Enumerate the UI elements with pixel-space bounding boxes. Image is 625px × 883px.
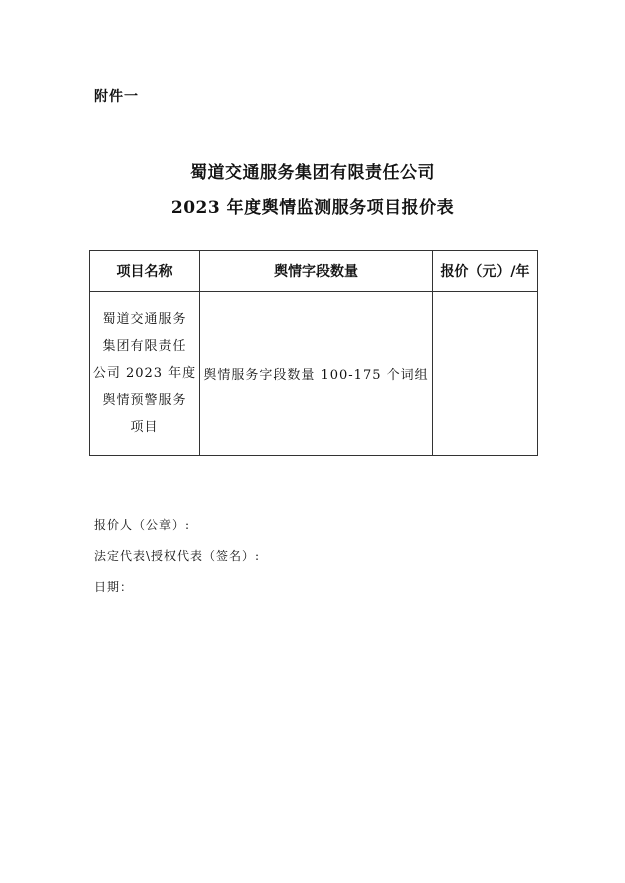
header-project-name: 项目名称 <box>90 251 200 292</box>
date-label: 日期： <box>94 580 134 594</box>
cell-price[interactable] <box>433 292 538 456</box>
project-name-line: 蜀道交通服务 <box>102 312 187 327</box>
header-field-count: 舆情字段数量 <box>200 251 433 292</box>
quote-table <box>89 250 538 456</box>
quoter-label: 报价人（公章）: <box>94 518 191 532</box>
document-title-line1: 蜀道交通服务集团有限责任公司 <box>190 163 435 183</box>
representative-label: 法定代表\授权代表（签名）: <box>94 549 261 563</box>
table-header-row <box>90 251 538 292</box>
cell-project-name <box>90 292 200 456</box>
header-price: 报价（元）/年 <box>433 251 538 292</box>
cell-field-count: 舆情服务字段数量 100-175 个词组 <box>200 292 433 456</box>
attachment-label: 附件一 <box>94 89 139 105</box>
project-name-line: 项目 <box>130 420 159 435</box>
project-name-line: 集团有限责任 <box>102 339 187 354</box>
project-name-line: 舆情预警服务 <box>102 393 187 408</box>
table-row <box>90 292 538 456</box>
document-title-line2: 2023 年度舆情监测服务项目报价表 <box>170 198 455 218</box>
project-name-line: 公司 2023 年度 <box>92 366 197 381</box>
